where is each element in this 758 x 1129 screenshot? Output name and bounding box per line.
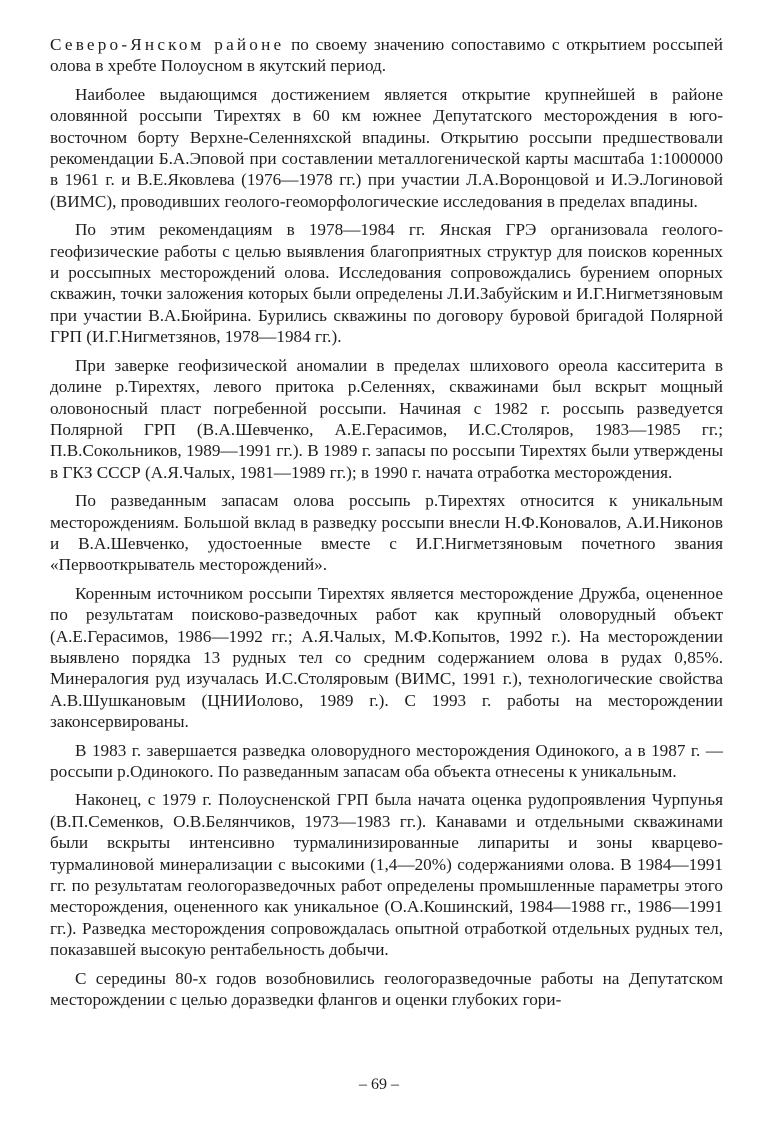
page-number: – 69 – [359,1076,399,1093]
paragraph-4: При заверке геофизической аномалии в пределах шлихового ореола касситерита в долине р.Тирехтях, левого притока р.Селеннях, скважинами был вскрыт мощный оловоносный пласт погребенной россыпи. Начиная с 1982 г. россыпь разведуется Полярной ГРП (В.А.Шевченко, А.Е.Герасимов, И.С.Столяров, 1983—1985 гг.; П.В.Сокольников, 1989—1991 гг.). В 1989 г. запасы по россыпи Тирехтях были утверждены в ГКЗ СССР (А.Я.Чалых, 1981—1989 гг.); в 1990 г. начата отработка месторождения. [50,355,723,482]
paragraph-2: Наиболее выдающимся достижением является открытие крупнейшей в районе оловянной россыпи Тирехтях в 60 км южнее Депутатского месторождения в юго-восточном борту Верхне-Селенняхской впадины. Открытию россыпи предшествовали рекомендации Б.А.Эповой при составлении металлогенической карты масштаба 1:1000000 в 1961 г. и В.Е.Яковлева (1976—1978 гг.) при участии Л.А.Воронцовой и И.Э.Логиновой (ВИМС), проводивших геолого-геоморфологические исследования в пределах впадины. [50,84,723,211]
paragraph-3: По этим рекомендациям в 1978—1984 гг. Янская ГРЭ организовала геологогеофизические работы с целью выявления благоприятных структур для поисков коренных и россыпных месторождений олова. Исследования сопровождались бурением опорных скважин, точки заложения которых были определены Л.И.Забуйским и И.Г.Нигметзяновым при участии В.А.Бюйрина. Бурились скважины по договору буровой бригадой Полярной ГРП (И.Г.Нигметзянов, 1978—1984 гг.). [50,220,723,347]
spaced-lead-text: Северо-Янском районе [50,35,285,54]
paragraph-7: В 1983 г. завершается разведка оловорудного месторождения Одинокого, а в 1987 г. — россыпи р.Одинокого. По разведанным запасам оба объекта отнесены к уникальным. [50,740,723,781]
paragraph-6: Коренным источником россыпи Тирехтях является месторождение Дружба, оцененное по результатам поисково-разведочных работ как крупный оловорудный объект (А.Е.Герасимов, 1986—1992 гг.; А.Я.Чалых, М.Ф.Копытов, 1992 г.). На месторождении выявлено порядка 13 рудных тел со средним содержанием олова в рудах 0,85%. Минералогия руд изучалась И.С.Столяровым (ВИМС, 1991 г.), технологические свойства А.В.Шушкановым (ЦНИИолово, 1989 г.). С 1993 г. работы на месторождении законсервированы. [50,583,723,732]
paragraph-text: по своему значению сопоставимо с открытием россыпей олова в хребте Полоусном в якутский период. [50,35,724,76]
paragraph-1 [50,34,723,77]
paragraph-9: С середины 80-х годов возобновились геологоразведочные работы на Депутатском месторождении с целью доразведки флангов и оценки глубоких гори- [50,968,723,1010]
document-page [50,34,723,1017]
paragraph-5: По разведанным запасам олова россыпь р.Тирехтях относится к уникальным месторождениям. Большой вклад в разведку россыпи внесли Н.Ф.Коновалов, А.И.Никонов и В.А.Шевченко, удостоенные вместе с И.Г.Нигметзяновым почетного звания «Первооткрыватель месторождений». [50,491,723,575]
paragraph-8: Наконец, с 1979 г. Полоусненской ГРП была начата оценка рудопроявления Чурпунья (В.П.Семенков, О.В.Белянчиков, 1973—1983 гг.). Канавами и отдельными скважинами были вскрыты интенсивно турмалинизированные липариты и зоны кварцево-турмалиновой минерализации с высокими (1,4—20%) содержаниями олова. В 1984—1991 гг. по результатам геологоразведочных работ определены промышленные параметры этого месторождения, оцененного как уникальное (О.А.Кошинский, 1984—1988 гг., 1986—1991 гг.). Разведка месторождения сопровождалась опытной отработкой отдельных рудных тел, показавшей высокую рентабельность добычи. [50,790,723,960]
